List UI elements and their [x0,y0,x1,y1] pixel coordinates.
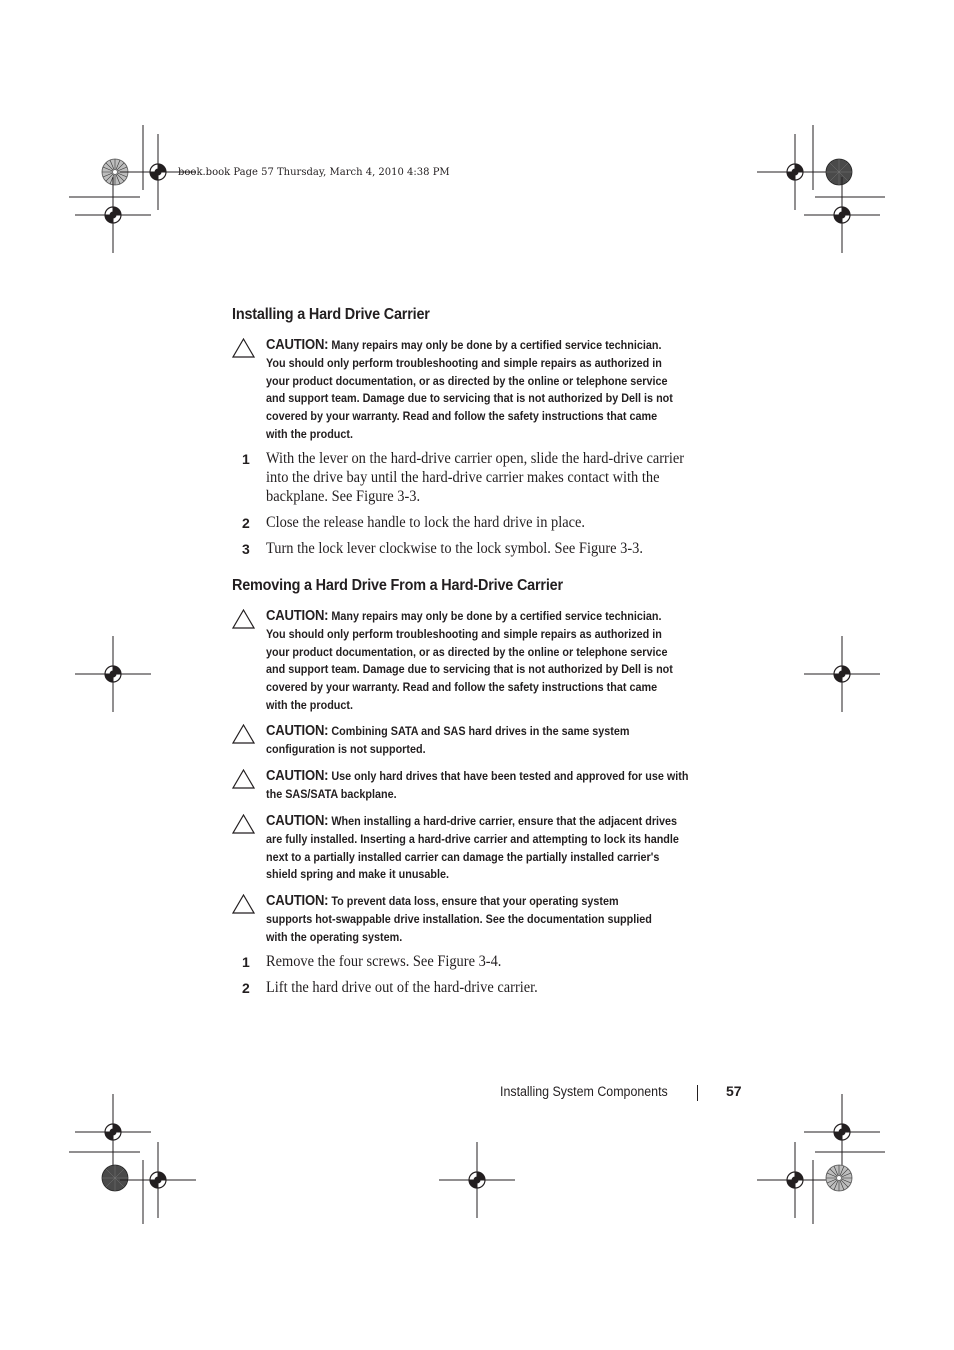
caution-triangle-icon [232,338,255,358]
caution-line: are fully installed. Inserting a hard-drive carrier and attempting to lock its handle [266,831,679,846]
caution-label: CAUTION: [266,813,329,829]
footer-separator [697,1085,698,1101]
caution-line: and support team. Damage due to servicing that is not authorized by Dell is not [266,391,673,406]
caution-line: and support team. Damage due to servicing that is not authorized by Dell is not [266,662,673,677]
caution-line: To prevent data loss, ensure that your operating system [331,894,619,908]
caution-line: with the product. [266,426,353,441]
caution-line: When installing a hard-drive carrier, ensure that the adjacent drives [331,814,678,828]
caution-line: Use only hard drives that have been tested and approved for use with [331,769,689,783]
caution-line: Many repairs may only be done by a certified service technician. [331,338,662,352]
caution-triangle-icon [232,769,255,789]
caution-triangle-icon [232,724,255,744]
step-number: 2 [242,515,250,531]
caution-triangle-icon [232,609,255,629]
step-number: 3 [242,541,250,557]
caution-line: next to a partially installed carrier can damage the partially installed carrier's [266,849,660,864]
caution-label: CAUTION: [266,893,329,909]
caution-line: covered by your warranty. Read and follow the safety instructions that came [266,680,658,695]
caution-line: shield spring and make it unusable. [266,867,450,882]
section-title-installing: Installing a Hard Drive Carrier [232,306,430,323]
caution-line: with the operating system. [266,929,403,944]
caution-label: CAUTION: [266,723,329,739]
caution-label: CAUTION: [266,337,329,353]
caution-line: your product documentation, or as directed by the online or telephone service [266,373,668,388]
caution-line: Many repairs may only be done by a certified service technician. [331,609,662,623]
caution-line: You should only perform troubleshooting and simple repairs as authorized in [266,355,662,370]
caution-line: You should only perform troubleshooting and simple repairs as authorized in [266,626,662,641]
footer-section-name: Installing System Components [500,1084,668,1099]
caution-label: CAUTION: [266,768,329,784]
caution-line: covered by your warranty. Read and follow the safety instructions that came [266,409,658,424]
step-line: into the drive bay until the hard-drive carrier makes contact with the [266,469,660,486]
caution-triangle-icon [232,894,255,914]
step-line: Turn the lock lever clockwise to the lock symbol. See Figure 3-3. [266,540,643,557]
step-line: Lift the hard drive out of the hard-drive carrier. [266,979,538,996]
caution-line: with the product. [266,697,353,712]
step-number: 1 [242,954,250,970]
step-line: Close the release handle to lock the hard drive in place. [266,514,586,531]
caution-line: the SAS/SATA backplane. [266,786,397,801]
print-header: book.book Page 57 Thursday, March 4, 2010 4:38 PM [178,167,450,178]
caution-line: supports hot-swappable drive installation. See the documentation supplied [266,911,652,926]
step-number: 1 [242,451,250,467]
step-line: Remove the four screws. See Figure 3-4. [266,953,502,970]
page-number: 57 [726,1083,742,1099]
step-line: With the lever on the hard-drive carrier open, slide the hard-drive carrier [266,450,685,467]
step-number: 2 [242,980,250,996]
caution-label: CAUTION: [266,608,329,624]
step-line: backplane. See Figure 3-3. [266,488,421,505]
caution-line: your product documentation, or as directed by the online or telephone service [266,644,668,659]
section-title-removing: Removing a Hard Drive From a Hard-Drive Carrier [232,577,563,594]
caution-line: Combining SATA and SAS hard drives in the same system [331,724,630,738]
caution-triangle-icon [232,814,255,834]
caution-line: configuration is not supported. [266,741,426,756]
